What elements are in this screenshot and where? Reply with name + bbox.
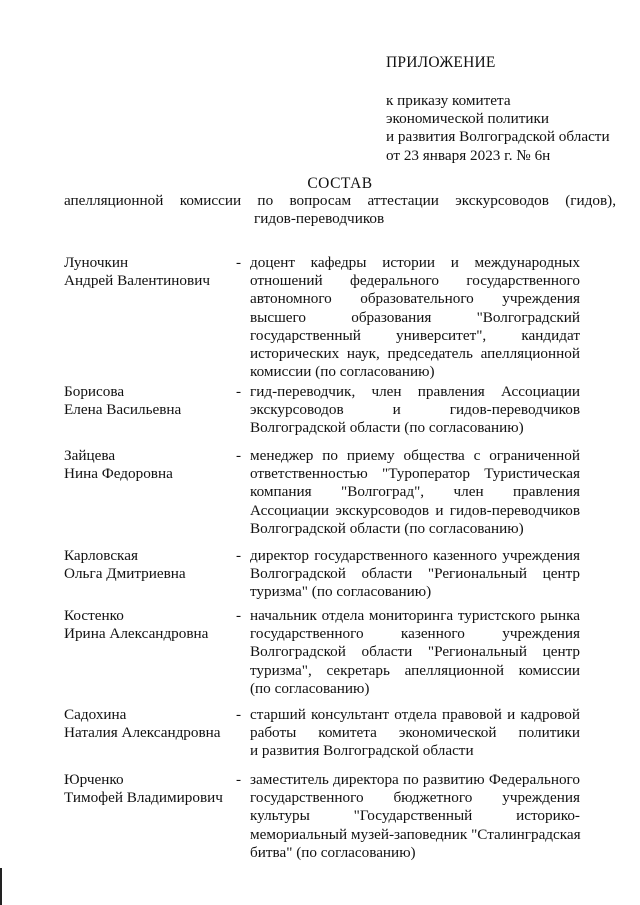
scan-margin-mark (0, 868, 2, 905)
member-surname: Юрченко (64, 771, 124, 788)
description-line: государственный университет", кандидат (250, 326, 580, 344)
member-dash: - (236, 547, 242, 564)
member-name (64, 607, 234, 643)
member-name (64, 383, 234, 419)
member-surname: Карловская (64, 547, 138, 564)
description-line: старший консультант отдела правовой и кадровой (250, 706, 580, 723)
description-line: государственного казенного учреждения (250, 625, 580, 643)
member-name (64, 254, 234, 290)
member-given: Тимофей Владимирович (64, 789, 223, 807)
member-name (64, 547, 234, 583)
description-line: Волгоградской области "Региональный центр (250, 565, 580, 583)
description-line: и развития Волгоградской области (250, 742, 474, 760)
description-line: менеджер по приему общества с ограниченной (250, 447, 580, 464)
member-description (250, 771, 580, 862)
description-line: начальник отдела мониторинга туристского рынка (250, 607, 580, 624)
description-line: Ассоциации экскурсоводов и гидов-переводчиков (250, 501, 580, 519)
member-description (250, 607, 580, 698)
description-line: доцент кафедры истории и международных (250, 254, 580, 271)
member-surname: Луночкин (64, 254, 129, 271)
description-line: ответственностью "Туроператор Туристическая (250, 465, 580, 483)
description-line: культуры "Государственный историко- (250, 807, 580, 825)
subtitle-line: апелляционной комиссии по вопросам аттестации экскурсоводов (гидов), (64, 192, 616, 209)
member-dash: - (236, 771, 242, 788)
member-description (250, 383, 580, 438)
description-line: отношений федерального государственного (250, 272, 580, 290)
description-line: экскурсоводов и гидов-переводчиков (250, 401, 580, 419)
description-line: (по согласованию) (250, 679, 370, 697)
appendix-title: ПРИЛОЖЕНИЕ (386, 54, 496, 71)
description-line: директор государственного казенного учреждения (250, 547, 580, 564)
member-surname: Борисова (64, 383, 125, 400)
member-name (64, 771, 234, 807)
appendix-line: от 23 января 2023 г. № 6н (386, 146, 551, 164)
member-given: Елена Васильевна (64, 401, 182, 419)
description-line: автономного образовательного учреждения (250, 290, 580, 308)
description-line: высшего образования "Волгоградский (250, 308, 580, 326)
member-surname: Зайцева (64, 447, 116, 464)
appendix-reference (386, 92, 610, 165)
description-line: комиссии (по согласованию) (250, 363, 435, 381)
member-dash: - (236, 447, 242, 464)
description-line: гид-переводчик, член правления Ассоциации (250, 383, 580, 400)
subtitle-line: гидов-переводчиков (254, 210, 385, 228)
member-surname: Садохина (64, 706, 127, 723)
member-name (64, 447, 234, 483)
description-line: государственного бюджетного учреждения (250, 789, 580, 807)
member-name (64, 706, 234, 742)
member-description (250, 254, 580, 381)
description-line: битва" (по согласованию) (250, 843, 416, 861)
member-description (250, 547, 580, 602)
member-description (250, 447, 580, 538)
description-line: туризма", секретарь апелляционной комиссии (250, 661, 580, 679)
appendix-line: и развития Волгоградской области (386, 128, 610, 146)
member-description (250, 706, 580, 761)
member-dash: - (236, 383, 242, 400)
member-given: Нина Федоровна (64, 465, 173, 483)
document-subtitle (64, 192, 616, 228)
member-given: Ирина Александровна (64, 625, 209, 643)
description-line: Волгоградской области (по согласованию) (250, 519, 524, 537)
document-title: СОСТАВ (307, 175, 373, 192)
description-line: Волгоградской области "Региональный центр (250, 643, 580, 661)
member-surname: Костенко (64, 607, 124, 624)
appendix-line: к приказу комитета (386, 92, 511, 109)
member-given: Наталия Александровна (64, 724, 221, 742)
member-dash: - (236, 607, 242, 624)
description-line: заместитель директора по развитию Федерального (250, 771, 580, 788)
description-line: компания "Волгоград", член правления (250, 483, 580, 501)
member-given: Ольга Дмитриевна (64, 565, 186, 583)
member-dash: - (236, 254, 242, 271)
description-line: исторических наук, председатель апелляционной (250, 345, 580, 363)
member-given: Андрей Валентинович (64, 272, 210, 290)
description-line: туризма" (по согласованию) (250, 583, 432, 601)
description-line: работы комитета экономической политики (250, 724, 580, 742)
description-line: мемориальный музей-заповедник "Сталинградская (250, 825, 581, 843)
description-line: Волгоградской области (по согласованию) (250, 419, 524, 437)
appendix-line: экономической политики (386, 110, 550, 128)
member-dash: - (236, 706, 242, 723)
